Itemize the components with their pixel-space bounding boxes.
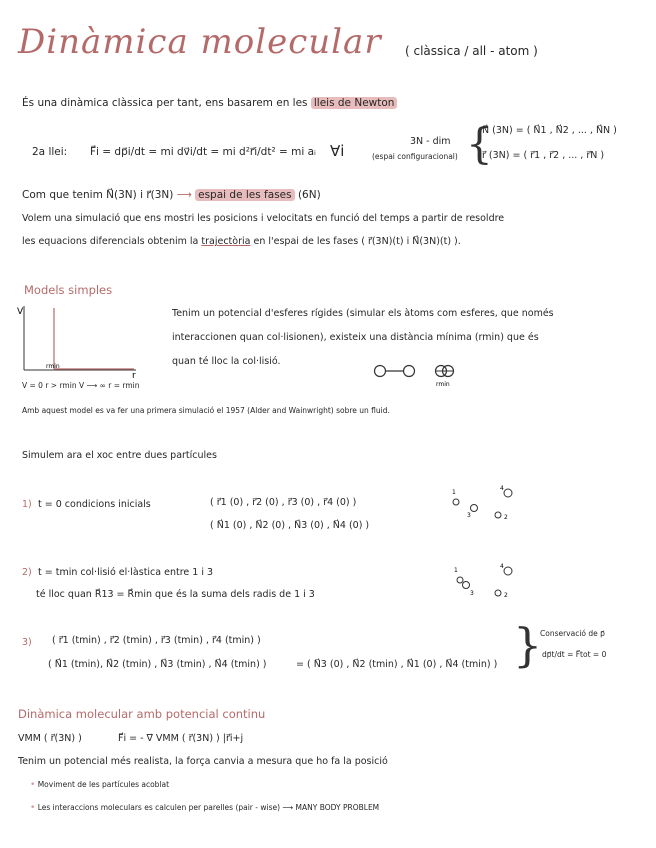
particle-label-4: 4 bbox=[500, 485, 504, 492]
simulation-intro: Simulem ara el xoc entre dues partícules bbox=[22, 450, 217, 461]
brace-icon: { bbox=[466, 119, 493, 168]
particles-initial-diagram bbox=[444, 482, 534, 524]
collision-label-4: 4 bbox=[500, 563, 504, 570]
phase-line-3b: en l'espai de les fases ( r⃗(3N)(t) i N⃗(3N)(t) ). bbox=[253, 236, 461, 247]
bullet-text-1: Moviment de les partícules acoblat bbox=[37, 780, 170, 789]
phase-line-3 bbox=[22, 236, 461, 247]
step1-positions: ( r⃗1 (0) , r⃗2 (0) , r⃗3 (0) , r⃗4 (0) ) bbox=[210, 497, 357, 508]
vector-r: r⃗ (3N) = ( r⃗1 , r⃗2 , ... , r⃗N ) bbox=[482, 150, 605, 161]
trajectory-underlined: trajectòria bbox=[201, 236, 251, 247]
collision-label-2: 2 bbox=[504, 592, 508, 599]
step1-label: 1) bbox=[22, 499, 32, 510]
step3-label: 3) bbox=[22, 637, 32, 648]
hard-spheres-icon bbox=[370, 360, 470, 390]
collision-label-3: 3 bbox=[470, 590, 474, 597]
step3-positions: ( r⃗1 (tmin) , r⃗2 (tmin) , r⃗3 (tmin) , r⃗4 (tmin) ) bbox=[52, 635, 261, 646]
step1-velocities: ( N⃗1 (0) , N⃗2 (0) , N⃗3 (0) , N⃗4 (0) ) bbox=[210, 520, 370, 531]
models-history: Amb aquest model es va fer una primera simulació el 1957 (Alder and Wainwright) sobre un fluid. bbox=[22, 406, 390, 415]
phase-line-3a: les equacions diferencials obtenim la bbox=[22, 236, 199, 247]
bullet-text-2: Les interaccions moleculars es calculen per parelles (pair - wise) ⟶ MANY BODY PROBLEM bbox=[37, 803, 380, 812]
dim-label: 3N - dim bbox=[410, 136, 451, 147]
step3-equality: = ( N⃗3 (0) , N⃗2 (tmin) , N⃗1 (0) , N⃗4 (tmin) ) bbox=[296, 659, 498, 670]
page-subtitle: ( clàssica / all - atom ) bbox=[405, 44, 538, 58]
intro-text: És una dinàmica clàssica per tant, ens basarem en les bbox=[22, 97, 308, 109]
particle-label-3: 3 bbox=[467, 512, 471, 519]
bullet-item-2 bbox=[30, 803, 379, 813]
phase-tail: (6N) bbox=[297, 189, 321, 201]
phase-space-highlight: espai de les fases bbox=[195, 189, 294, 201]
arrow-icon: ⟶ bbox=[176, 189, 192, 201]
newton-equation: F⃗i = dp⃗i/dt = mi dv⃗i/dt = mi d²r⃗i/dt² = mi aᵢ bbox=[90, 146, 316, 158]
step2-label: 2) bbox=[22, 567, 32, 578]
bullet-icon: • bbox=[30, 780, 36, 790]
models-desc-2: interaccionen quan col·lisionen), existeix una distància mínima (rmin) que és bbox=[172, 332, 539, 343]
models-desc-1: Tenim un potencial d'esferes rígides (simular els àtoms com esferes, que només bbox=[172, 308, 554, 319]
potential-graph bbox=[14, 302, 164, 380]
models-desc-3: quan té lloc la col·lisió. bbox=[172, 356, 281, 367]
collision-label-1: 1 bbox=[454, 567, 458, 574]
models-heading: Models simples bbox=[24, 283, 113, 297]
step1-text: t = 0 condicions inicials bbox=[38, 499, 151, 510]
step2-text-2: té lloc quan R⃗13 = R⃗min que és la suma dels radis de 1 i 3 bbox=[36, 589, 315, 600]
conservation-label: Conservació de p⃗ bbox=[540, 629, 605, 638]
graph-rmin-label: rmin bbox=[46, 363, 60, 370]
graph-r-label: r bbox=[132, 371, 136, 380]
phase-line-2: Volem una simulació que ens mostri les posicions i velocitats en funció del temps a partir de resoldre bbox=[22, 213, 505, 224]
phase-line bbox=[22, 189, 321, 201]
bullet-item-1 bbox=[30, 780, 169, 790]
step3-velocities: ( N⃗1 (tmin), N⃗2 (tmin) , N⃗3 (tmin) , N⃗4 (tmin) ) bbox=[48, 659, 267, 670]
vector-n: N⃗ (3N) = ( N⃗1 , N⃗2 , ... , N⃗N ) bbox=[482, 125, 617, 136]
dim-sub: (espai configuracional) bbox=[372, 152, 458, 161]
force-equation: F⃗i = - ∇⃗ VMM ( r⃗(3N) ) |r⃗i+j bbox=[118, 733, 244, 744]
phase-start: Com que tenim N⃗(3N) i r⃗(3N) bbox=[22, 189, 174, 201]
forall-i: ∀i bbox=[330, 142, 345, 160]
continuous-desc: Tenim un potencial més realista, la força canvia a mesura que ho fa la posició bbox=[18, 756, 388, 767]
bullet-icon: • bbox=[30, 803, 36, 813]
closing-brace-icon: } bbox=[513, 618, 543, 672]
graph-caption: V = 0 r > rmin V ⟶ ∞ r = rmin bbox=[22, 381, 140, 390]
newton-laws-highlight: lleis de Newton bbox=[311, 97, 398, 109]
conservation-equation: dp⃗t/dt = F⃗tot = 0 bbox=[542, 650, 607, 659]
graph-v-label: V bbox=[17, 307, 24, 317]
particle-label-2: 2 bbox=[504, 514, 508, 521]
step2-text: t = tmin col·lisió el·làstica entre 1 i 3 bbox=[38, 567, 214, 578]
particle-label-1: 1 bbox=[452, 489, 456, 496]
spheres-rmin-label: rmin bbox=[436, 381, 450, 388]
continuous-heading: Dinàmica molecular amb potencial continu bbox=[18, 707, 266, 721]
intro-line bbox=[22, 97, 397, 109]
particles-collision-diagram bbox=[444, 560, 534, 602]
vmm-label: VMM ( r⃗(3N) ) bbox=[18, 733, 82, 744]
page-title: Dinàmica molecular bbox=[18, 22, 382, 62]
newton-label: 2a llei: bbox=[32, 146, 68, 158]
